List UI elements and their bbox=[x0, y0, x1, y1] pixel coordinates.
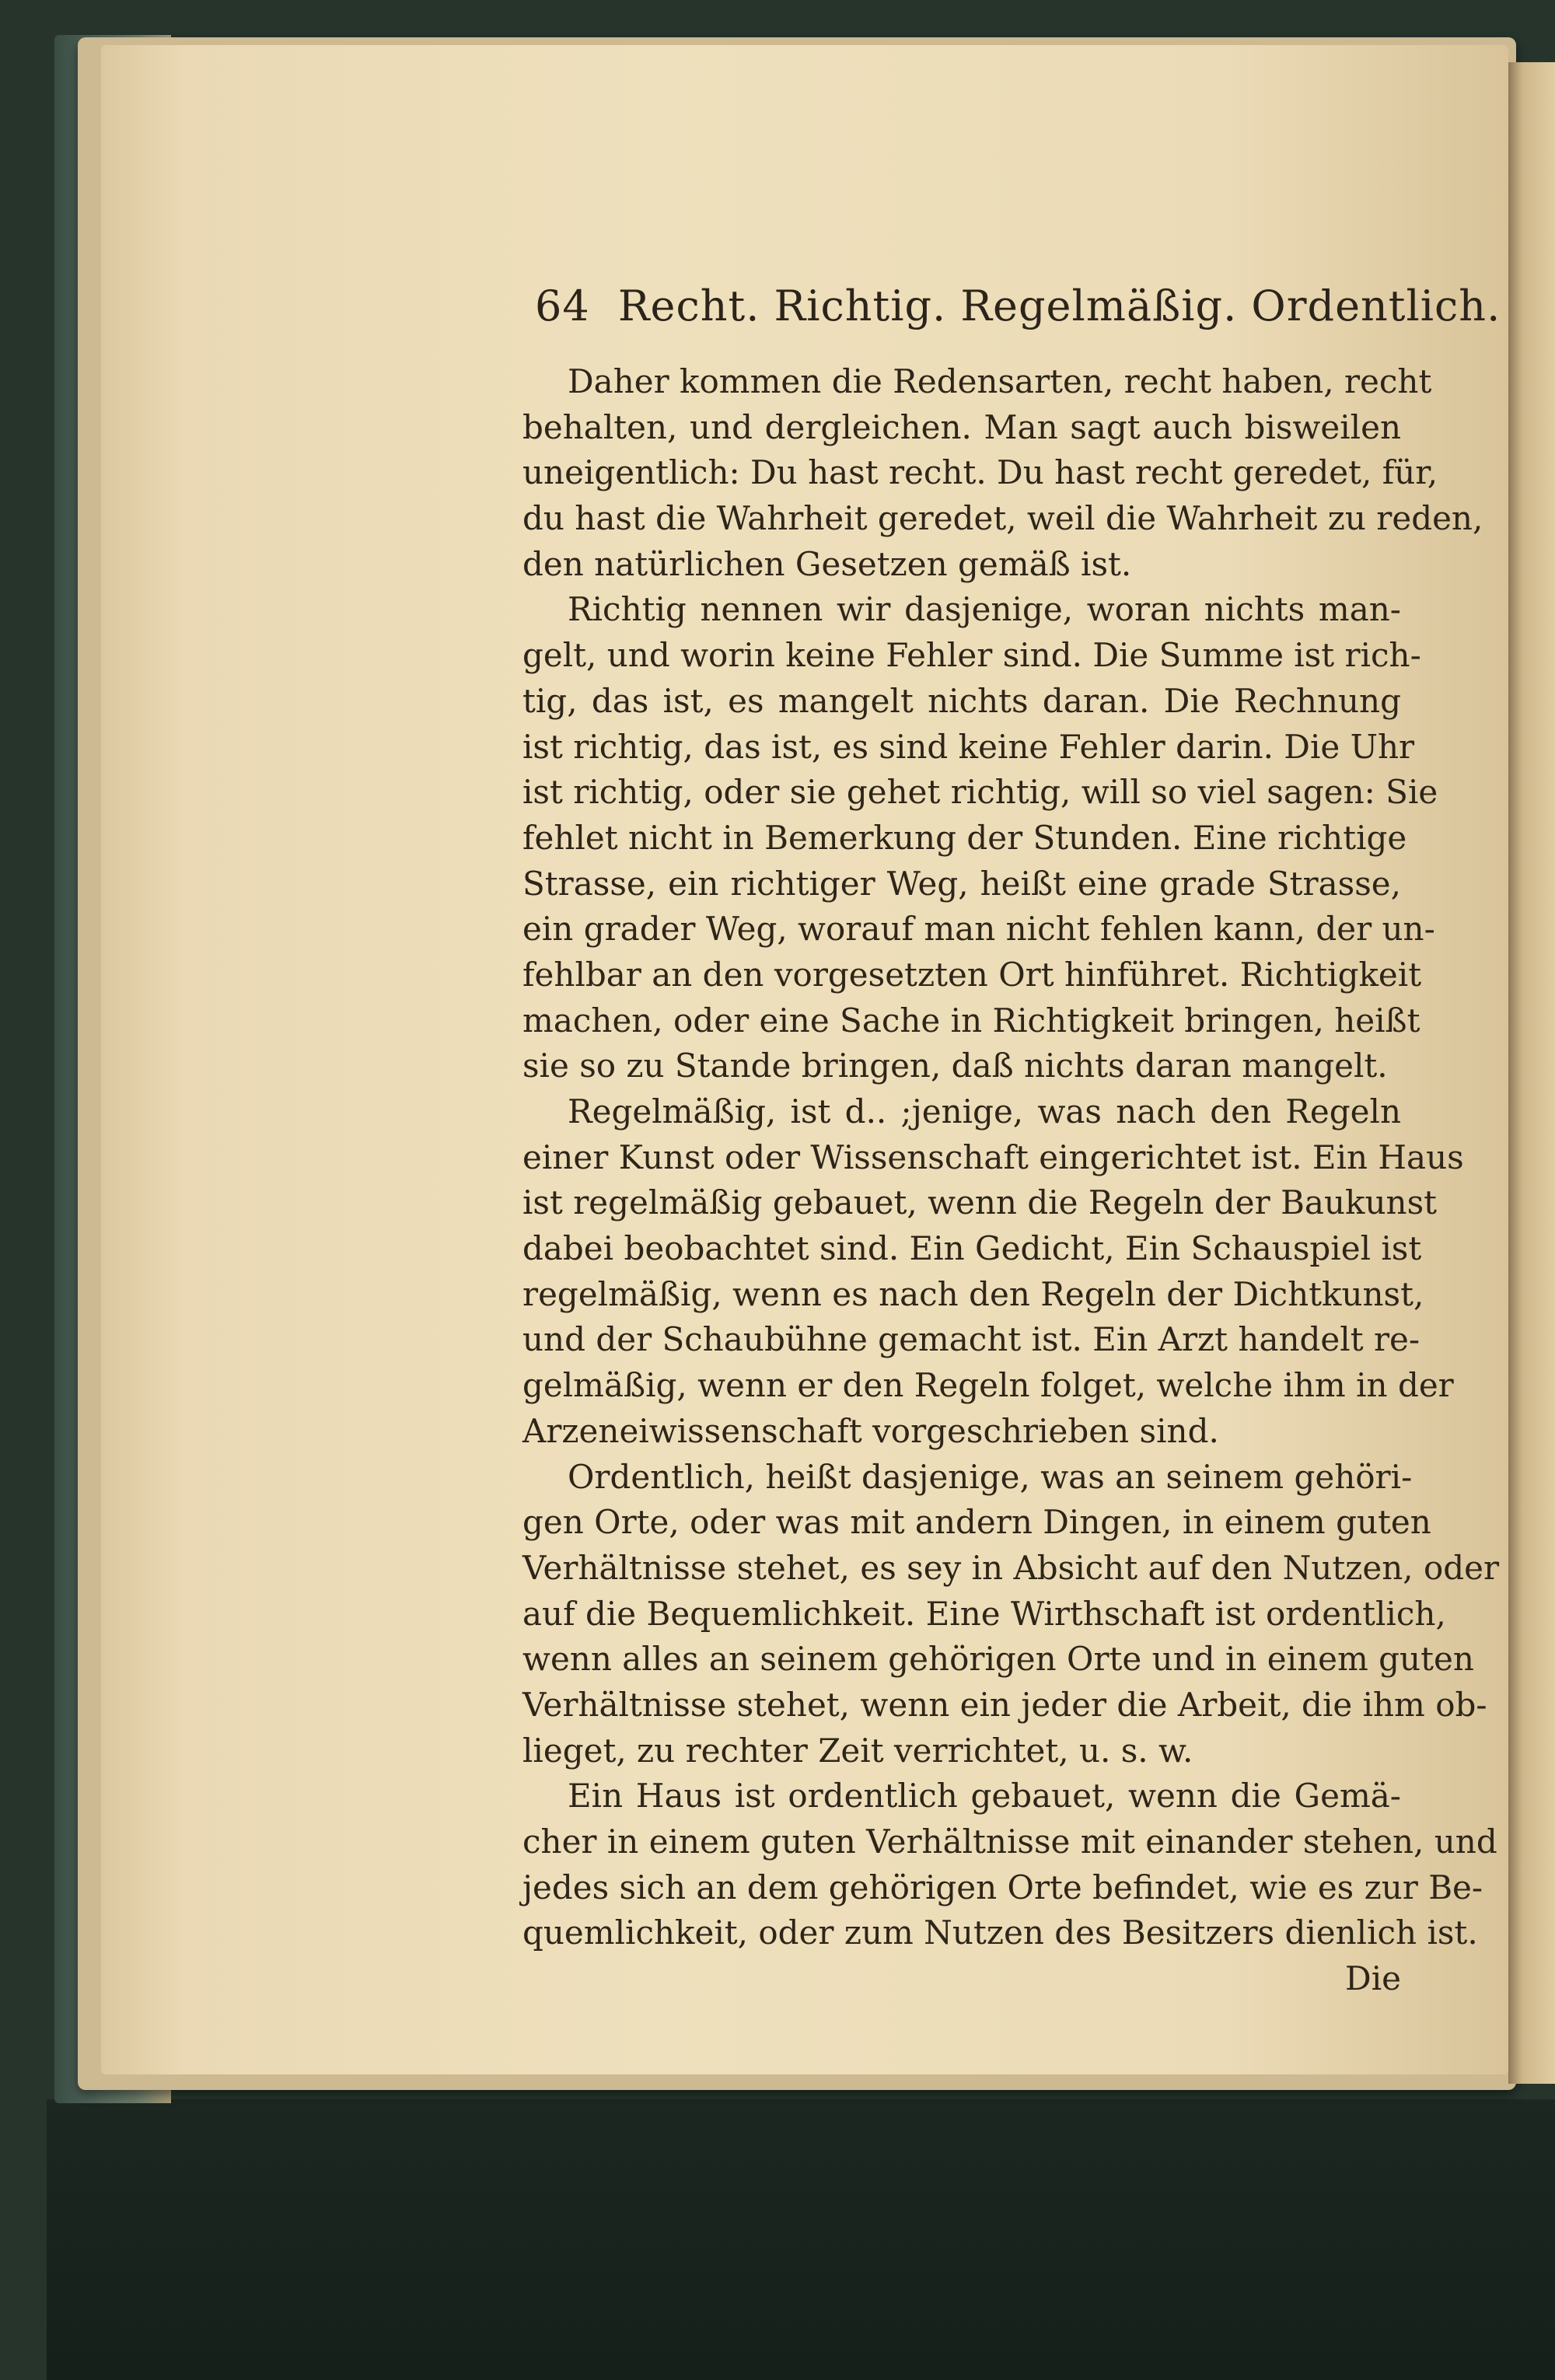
page-body bbox=[522, 359, 1500, 2002]
text-line: den natürlichen Gesetzen gemäß ist. bbox=[522, 544, 1132, 583]
text-line: Verhältnisse stehet, es sey in Absicht auf den Nutzen, oder bbox=[522, 1548, 1500, 1587]
text-line: ist richtig, das ist, es sind keine Fehler darin. Die Uhr bbox=[522, 727, 1415, 766]
text-line: du hast die Wahrheit geredet, weil die Wahrheit zu reden, bbox=[522, 499, 1483, 538]
text-line: ist richtig, oder sie gehet richtig, will so viel sagen: Sie bbox=[522, 773, 1438, 812]
page-header bbox=[535, 281, 1501, 330]
facing-page-edge bbox=[1508, 62, 1555, 2084]
text-line: gen Orte, oder was mit andern Dingen, in einem guten bbox=[522, 1503, 1431, 1542]
text-line: Regelmäßig, ist d.. ;jenige, was nach den Regeln bbox=[568, 1092, 1401, 1131]
text-line: und der Schaubühne gemacht ist. Ein Arzt handelt re- bbox=[522, 1320, 1420, 1359]
text-line: jedes sich an dem gehörigen Orte befindet, wie es zur Be- bbox=[522, 1868, 1483, 1906]
text-line: tig, das ist, es mangelt nichts daran. Die Rechnung bbox=[522, 681, 1401, 720]
text-line: ein grader Weg, worauf man nicht fehlen kann, der un- bbox=[522, 910, 1435, 949]
text-line: Strasse, ein richtiger Weg, heißt eine grade Strasse, bbox=[522, 864, 1401, 903]
text-line: Arzeneiwissenschaft vorgeschrieben sind. bbox=[522, 1411, 1219, 1450]
text-line: cher in einem guten Verhältnisse mit einander stehen, und bbox=[522, 1823, 1497, 1861]
text-line: wenn alles an seinem gehörigen Orte und in einem guten bbox=[522, 1640, 1474, 1679]
text-line: Richtig nennen wir dasjenige, woran nichts man- bbox=[568, 590, 1401, 629]
running-title: Recht. Richtig. Regelmäßig. Ordentlich. bbox=[617, 281, 1501, 330]
text-line: quemlichkeit, oder zum Nutzen des Besitzers dienlich ist. bbox=[522, 1913, 1478, 1952]
text-line: gelt, und worin keine Fehler sind. Die Summe ist rich- bbox=[522, 636, 1421, 675]
text-line: uneigentlich: Du hast recht. Du hast recht geredet, für, bbox=[522, 453, 1438, 492]
page-number: 64 bbox=[535, 281, 590, 330]
text-line: fehlbar an den vorgesetzten Ort hinführet. Richtigkeit bbox=[522, 955, 1422, 994]
text-line: Ordentlich, heißt dasjenige, was an seinem gehöri- bbox=[568, 1457, 1413, 1496]
text-line: machen, oder eine Sache in Richtigkeit bringen, heißt bbox=[522, 1001, 1420, 1040]
text-line: einer Kunst oder Wissenschaft eingerichtet ist. Ein Haus bbox=[522, 1138, 1464, 1176]
text-line: regelmäßig, wenn es nach den Regeln der Dichtkunst, bbox=[522, 1274, 1424, 1313]
text-line: dabei beobachtet sind. Ein Gedicht, Ein Schauspiel ist bbox=[522, 1229, 1422, 1268]
text-line: sie so zu Stande bringen, daß nichts daran mangelt. bbox=[522, 1047, 1388, 1085]
text-line: ist regelmäßig gebauet, wenn die Regeln der Baukunst bbox=[522, 1183, 1437, 1222]
text-line: gelmäßig, wenn er den Regeln folget, welche ihm in der bbox=[522, 1366, 1454, 1405]
text-line: auf die Bequemlichkeit. Eine Wirthschaft ist ordentlich, bbox=[522, 1594, 1446, 1633]
text-line: fehlet nicht in Bemerkung der Stunden. Eine richtige bbox=[522, 818, 1407, 857]
book-cover-bottom bbox=[47, 2099, 1555, 2380]
text-line: behalten, und dergleichen. Man sagt auch bisweilen bbox=[522, 407, 1401, 446]
text-line: Ein Haus ist ordentlich gebauet, wenn die Gemä- bbox=[568, 1777, 1401, 1816]
text-line: lieget, zu rechter Zeit verrichtet, u. s. w. bbox=[522, 1731, 1193, 1770]
text-line: Verhältnisse stehet, wenn ein jeder die Arbeit, die ihm ob- bbox=[522, 1685, 1487, 1724]
text-line: Daher kommen die Redensarten, recht haben, recht bbox=[568, 362, 1432, 400]
catchword: Die bbox=[1345, 1959, 1401, 1998]
